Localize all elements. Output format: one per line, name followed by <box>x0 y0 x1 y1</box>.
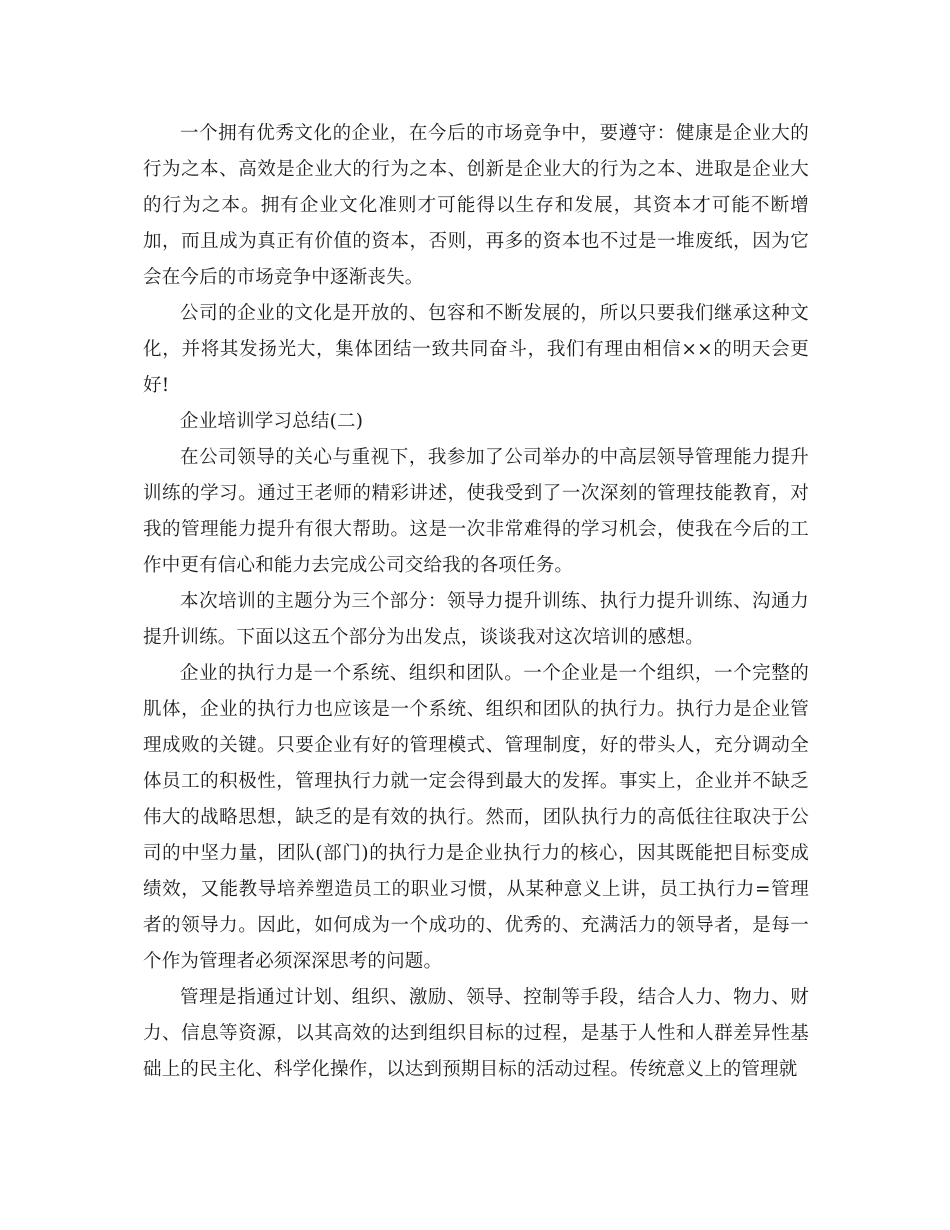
document-body <box>143 116 809 1088</box>
paragraph-management: 管理是指通过计划、组织、激励、领导、控制等手段，结合人力、物力、财力、信息等资源，以其高效的达到组织目标的过程，是基于人性和人群差异性基础上的民主化、科学化操作，以达到预期目标的活动过程。传统意义上的管理就 <box>143 987 809 1080</box>
paragraph-openness: 公司的企业的文化是开放的、包容和不断发展的，所以只要我们继承这种文化，并将其发扬光大，集体团结一致共同奋斗，我们有理由相信××的明天会更好! <box>143 303 809 396</box>
paragraph-culture: 一个拥有优秀文化的企业，在今后的市场竞争中，要遵守：健康是企业大的行为之本、高效是企业大的行为之本、创新是企业大的行为之本、进取是企业大的行为之本。拥有企业文化准则才可能得以生存和发展，其资本才可能不断增加，而且成为真正有价值的资本，否则，再多的资本也不过是一堆废纸，因为它会在今后的市场竞争中逐渐丧失。 <box>143 123 809 288</box>
paragraph-training-themes: 本次培训的主题分为三个部分：领导力提升训练、执行力提升训练、沟通力提升训练。下面以这五个部分为出发点，谈谈我对这次培训的感想。 <box>143 591 809 648</box>
section-heading: 企业培训学习总结(二) <box>180 411 364 432</box>
paragraph-training-intro: 在公司领导的关心与重视下，我参加了公司举办的中高层领导管理能力提升训练的学习。通过王老师的精彩讲述，使我受到了一次深刻的管理技能教育，对我的管理能力提升有很大帮助。这是一次非常难得的学习机会，使我在今后的工作中更有信心和能力去完成公司交给我的各项任务。 <box>143 447 809 576</box>
paragraph-execution: 企业的执行力是一个系统、组织和团队。一个企业是一个组织，一个完整的肌体，企业的执行力也应该是一个系统、组织和团队的执行力。执行力是企业管理成败的关键。只要企业有好的管理模式、管理制度，好的带头人，充分调动全体员工的积极性，管理执行力就一定会得到最大的发挥。事实上，企业并不缺乏伟大的战略思想，缺乏的是有效的执行。然而，团队执行力的高低往往取决于公司的中坚力量，团队(部门)的执行力是企业执行力的核心，因其既能把目标变成绩效，又能教导培养塑造员工的职业习惯，从某种意义上讲，员工执行力=管理者的领导力。因此，如何成为一个成功的、优秀的、充满活力的领导者，是每一个作为管理者必须深深思考的问题。 <box>143 663 809 972</box>
